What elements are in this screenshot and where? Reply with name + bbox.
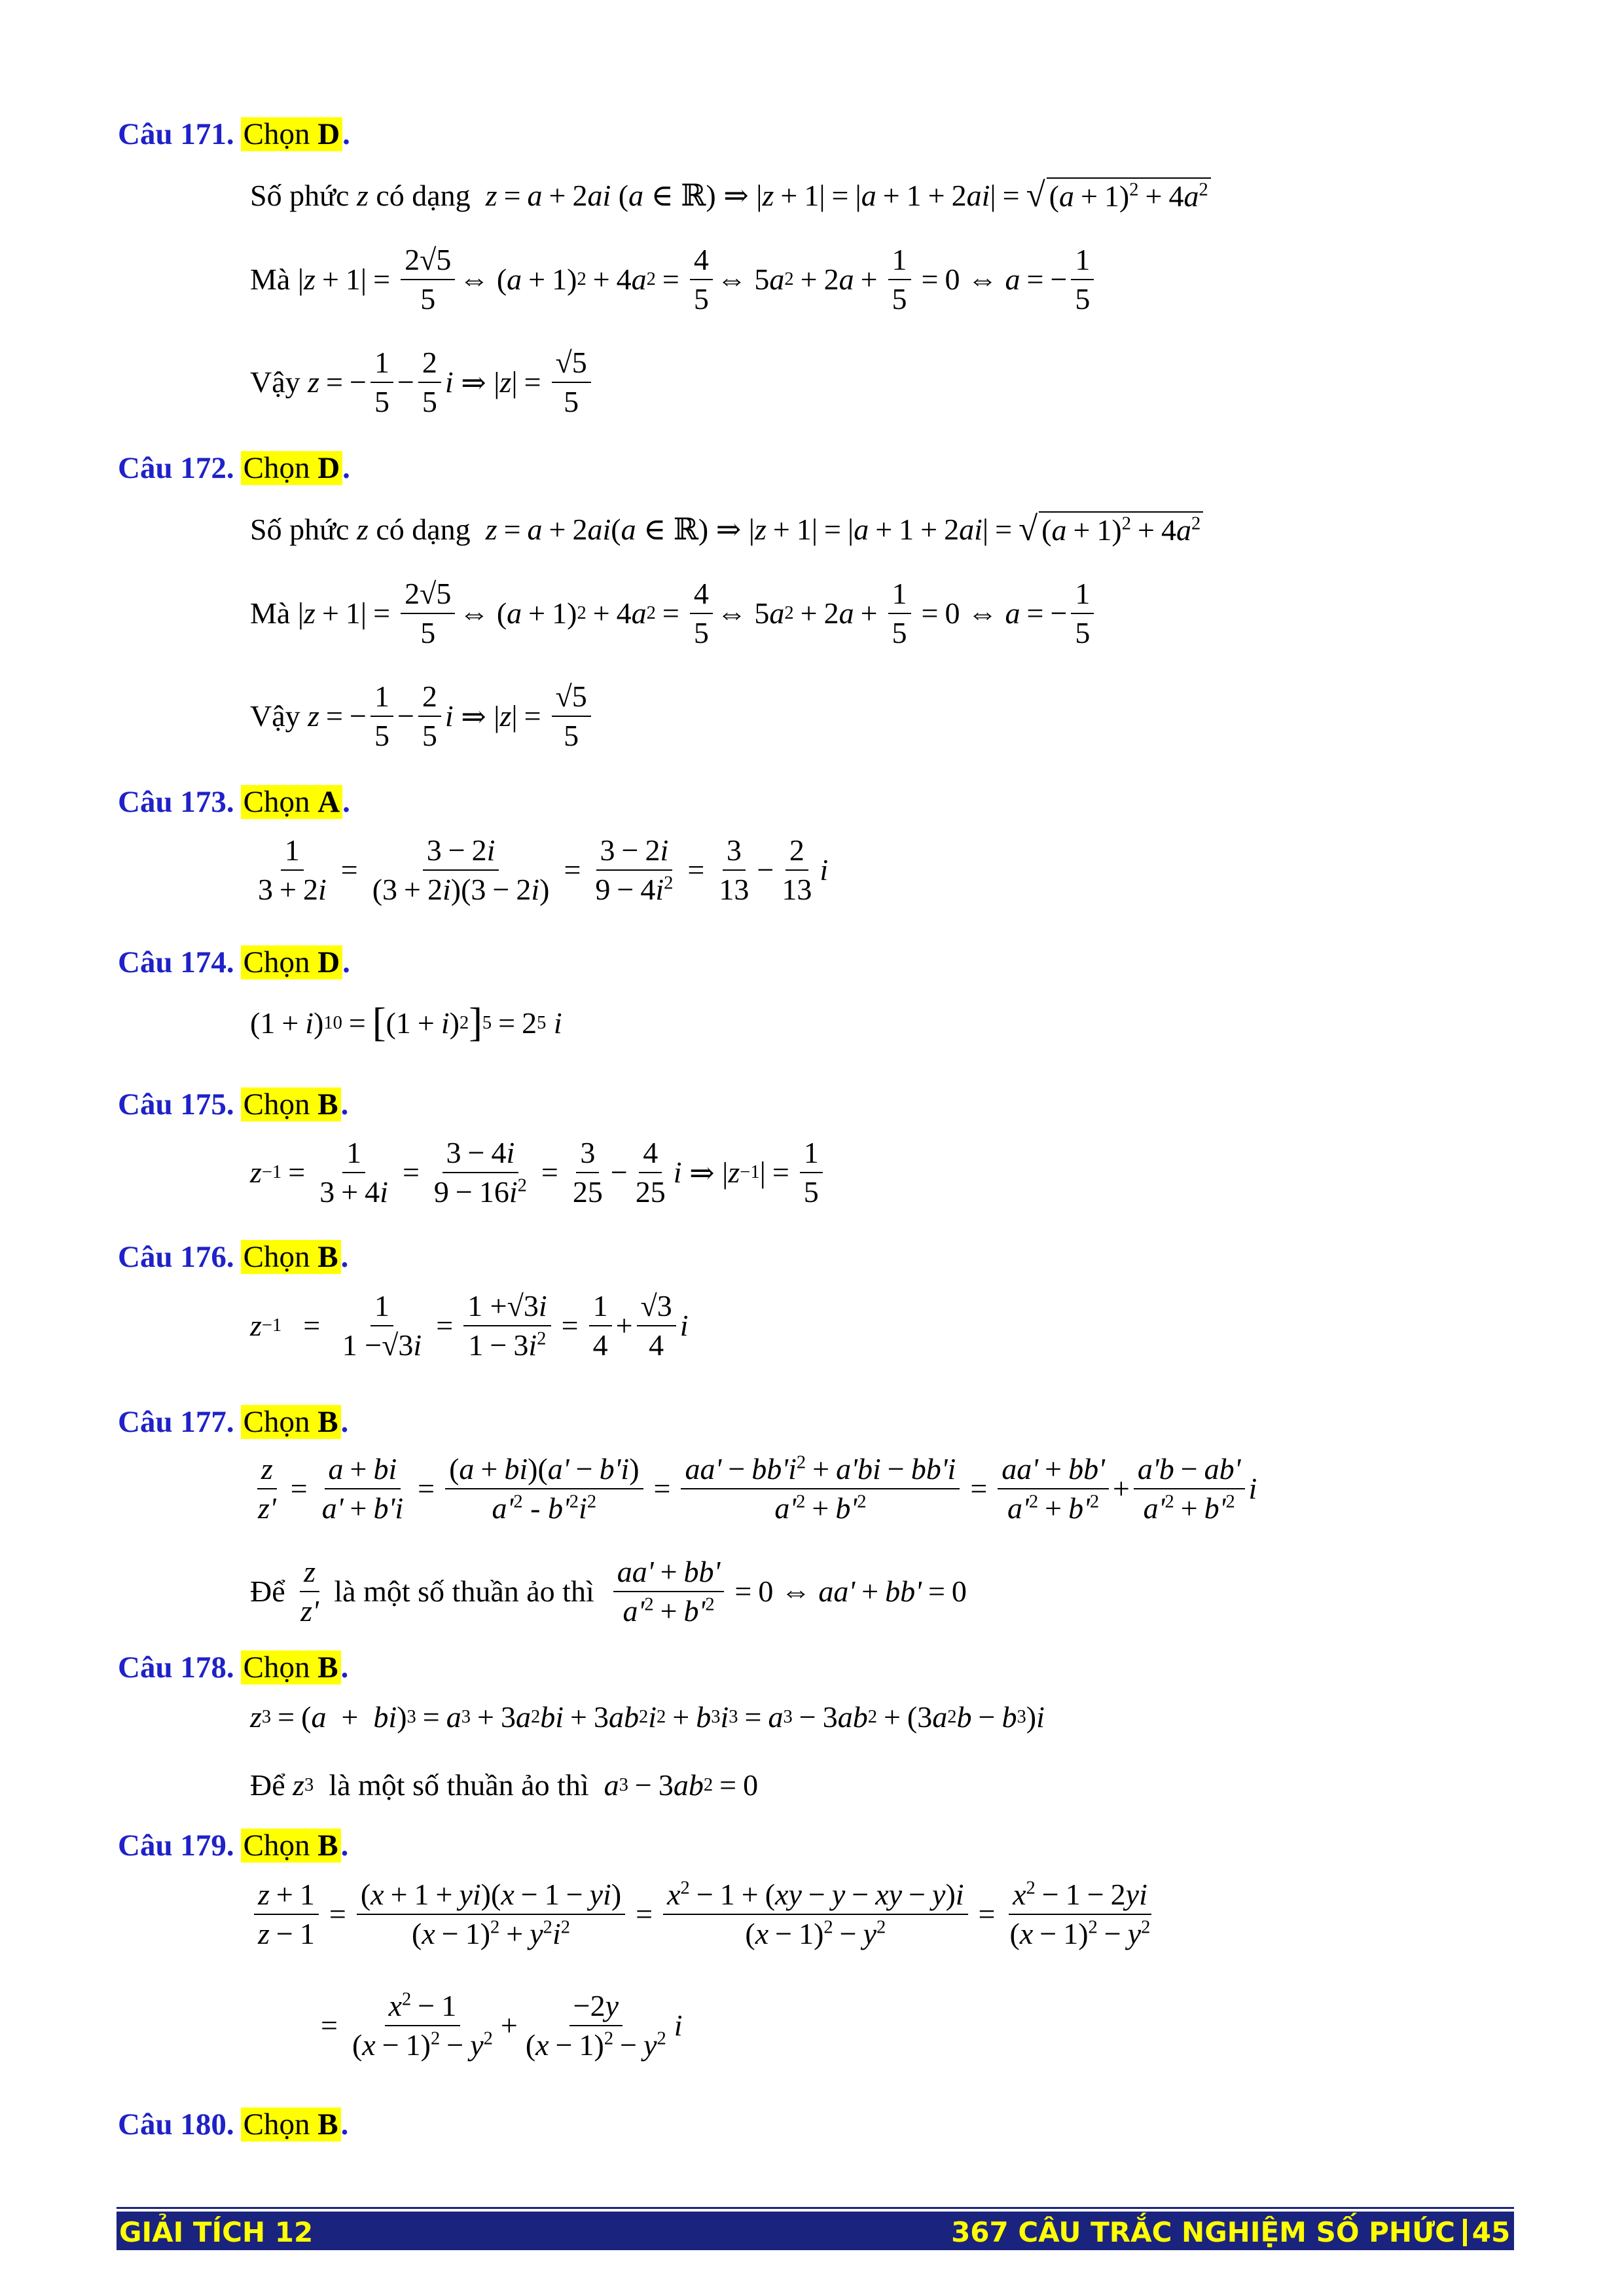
footer-collection-title: 367 CÂU TRẮC NGHIỆM SỐ PHỨC — [951, 2216, 1455, 2248]
solution-179-line-1: $\frac{z + 1}{z - 1}$ = $\frac{(x + 1 + yi)(x - 1 - yi)}{(x - 1)^2 + y^2i^2}$ = $\frac{x^2 - 1 + (xy - y - xy - y)i}{(x - 1)^2 - y^2}$ = $\frac{x^2 - 1 - 2yi}{(x - 1)^2 - y^2}$ — [250, 1876, 1158, 1952]
solution-172-line-2: Mà | z + 1| = $\frac{2√5}{5}$ ⇔ ( a + 1) 2 + 4 a 2 = $\frac{4}{5}$ ⇔ 5 a 2 + 2 a + $\frac{1}{5}$ = 0 ⇔ a = − $\frac{1}{5}$ — [250, 575, 1098, 651]
question-175-label: Câu 175. Chọn B. — [118, 1087, 349, 1121]
solution-178-line-2: Để z 3 là một số thuần ảo thì a 3 − 3 ab 2 = 0 — [250, 1768, 759, 1802]
answer-highlight: Chọn B — [241, 1087, 341, 1121]
question-171-label: Câu 171. Chọn D. — [118, 117, 350, 151]
solution-177-line-2: Để $\frac{z}{z'}$ là một số thuần ảo thì $\frac{aa' + bb'}{a'^2 + b'^2}$ = 0 ⇔ aa' + bb' = 0 — [250, 1553, 967, 1630]
question-177-label: Câu 177. Chọn B. — [118, 1405, 349, 1439]
question-178-label: Câu 178. Chọn B. — [118, 1650, 349, 1685]
answer-highlight: Chọn B — [241, 2107, 341, 2141]
solution-176-line-1: z −1 = $\frac{1}{1 -√3i}$ = $\frac{1 +√3i}{1 - 3i^2}$ = $\frac{1}{4}$ + $\frac{√3}{4}$ i — [250, 1287, 689, 1364]
page-footer — [117, 2212, 1514, 2250]
solution-178-line-1: z 3 = ( a + bi ) 3 = a 3 + 3 a 2 bi + 3 ab 2 i 2 + b 3 i 3 = a 3 − 3 ab 2 + (3 a 2 b − b 3 ) i — [250, 1700, 1045, 1734]
answer-highlight: Chọn D — [241, 117, 343, 151]
answer-highlight: Chọn B — [241, 1240, 341, 1274]
solution-179-line-2: = $\frac{x^2 - 1}{(x - 1)^2 - y^2}$ + $\frac{-2y}{(x - 1)^2 - y^2}$ i — [314, 1987, 683, 2064]
question-179-label: Câu 179. Chọn B. — [118, 1829, 349, 1863]
solution-175-line-1: z −1 = $\frac{1}{3 + 4i}$ = $\frac{3 - 4i}{9 - 16i^2}$ = $\frac{3}{25}$ − $\frac{4}{25}$ i ⇒ | z −1 | = $\frac{1}{5}$ — [250, 1134, 827, 1211]
question-172-label: Câu 172. Chọn D. — [118, 451, 350, 485]
solution-177-line-1: $\frac{z}{z'}$ = $\frac{a + bi}{a' + b'i}$ = $\frac{(a + bi)(a' - b'i)}{a'^2 - b'^2i^2}$ = $\frac{aa' - bb'i^2 + a'bi - bb'i}{a'^2 + b'^2}$ = $\frac{aa' + bb'}{a'^2 + b'^2}$ + $\frac{a'b - ab'}{a'^2 + b'^2}$ i — [250, 1450, 1257, 1527]
solution-172-line-1: Số phức z có dạng z = a + 2 ai ( a ∈ ℝ) ⇒ | z + 1| = | a + 1 + 2 ai | = √ $(a + 1)^2 + 4a^2$ — [250, 509, 1203, 549]
answer-highlight: Chọn B — [241, 1405, 341, 1439]
solution-171-line-2: Mà | z + 1| = $\frac{2√5}{5}$ ⇔ ( a + 1) 2 + 4 a 2 = $\frac{4}{5}$ ⇔ 5 a 2 + 2 a + $\frac{1}{5}$ = 0 ⇔ a = − $\frac{1}{5}$ — [250, 241, 1098, 318]
solution-171-line-1: Số phức z có dạng z = a + 2 ai ( a ∈ ℝ) ⇒ | z + 1| = | a + 1 + 2 ai | = √ $(a + 1)^2 + 4a^2$ — [250, 175, 1211, 215]
solution-172-line-3: Vậy z = − $\frac{1}{5}$ − $\frac{2}{5}$ i ⇒ | z | = $\frac{√5}{5}$ — [250, 678, 595, 754]
answer-highlight: Chọn B — [241, 1650, 341, 1685]
answer-highlight: Chọn B — [241, 1829, 341, 1863]
answer-highlight: Chọn A — [241, 785, 343, 819]
footer-book-title: GIẢI TÍCH 12 — [119, 2216, 314, 2248]
question-173-label: Câu 173. Chọn A. — [118, 785, 350, 819]
footer-rule — [117, 2207, 1514, 2209]
answer-highlight: Chọn D — [241, 945, 343, 979]
solution-171-line-3: Vậy z = − $\frac{1}{5}$ − $\frac{2}{5}$ i ⇒ | z | = $\frac{√5}{5}$ — [250, 344, 595, 420]
answer-highlight: Chọn D — [241, 451, 343, 485]
footer-separator — [1463, 2219, 1467, 2246]
question-176-label: Câu 176. Chọn B. — [118, 1240, 349, 1274]
solution-173-line-1: $\frac{1}{3 + 2i}$ = $\frac{3 - 2i}{(3 + 2i)(3 - 2i)}$ = $\frac{3 - 2i}{9 - 4i^2}$ = $\frac{3}{13}$ − $\frac{2}{13}$ i — [250, 831, 828, 908]
solution-174-line-1: (1 + i ) 10 = [ (1 + i ) 2 ] 5 = 2 5 i — [250, 1000, 562, 1045]
page-number: 45 — [1471, 2216, 1511, 2248]
question-174-label: Câu 174. Chọn D. — [118, 945, 350, 979]
question-180-label: Câu 180. Chọn B. — [118, 2107, 349, 2141]
